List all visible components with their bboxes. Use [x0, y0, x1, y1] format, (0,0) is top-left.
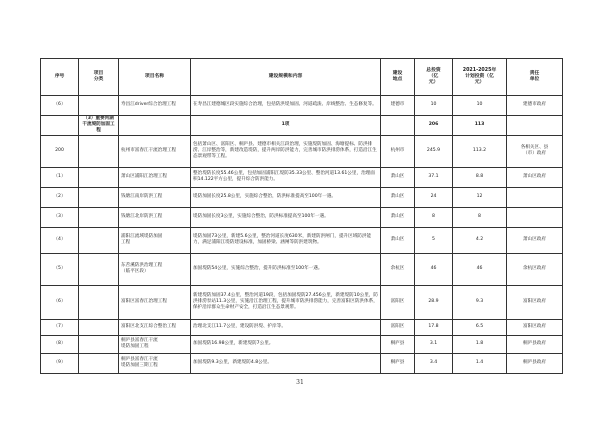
cell-name: 桐庐县富春江干流 堤防加固工程 — [119, 335, 191, 353]
cell-content: 堤防加固长度3公里，实施综合整治，防洪标准提高至100年一遇。 — [191, 207, 381, 227]
cell-plan: 46 — [453, 253, 507, 285]
cell-total: 17.8 — [415, 319, 453, 335]
cell-unit: 富阳区政府 — [507, 285, 563, 319]
cell-unit: 余杭区政府 — [507, 253, 563, 285]
col-header-no: 序号 — [41, 59, 79, 96]
table-row — [41, 187, 563, 207]
table-row — [41, 319, 563, 335]
cell-unit: 萧山区政府 — [507, 227, 563, 253]
cell-location — [381, 116, 415, 136]
table-row — [41, 335, 563, 353]
cell-plan: 4.2 — [453, 227, 507, 253]
project-table — [40, 58, 563, 374]
table-row — [41, 116, 563, 136]
cell-total: 3.1 — [415, 335, 453, 353]
cell-plan: 113 — [453, 116, 507, 136]
cell-content: 治理北支江11.7公里，建设防洪堤、护岸等。 — [191, 319, 381, 335]
cell-location: 萧山区 — [381, 227, 415, 253]
cell-plan: 1.4 — [453, 353, 507, 373]
table-row — [41, 207, 563, 227]
table-header-row — [41, 59, 563, 96]
cell-plan: 8 — [453, 207, 507, 227]
cell-no: （2） — [41, 187, 79, 207]
table-row — [41, 353, 563, 373]
cell-unit: 富阳区政府 — [507, 319, 563, 335]
cell-plan: 12 — [453, 187, 507, 207]
cell-content: 在寿昌江建德城区段实施综合治理，包括防洪堤加固、河道疏浚、岸线整治、生态修复等。 — [191, 96, 381, 116]
cell-category — [79, 167, 119, 187]
cell-name: 杭州市富春江干流治理工程 — [119, 135, 191, 167]
cell-category — [79, 353, 119, 373]
cell-category — [79, 135, 119, 167]
cell-no: （9） — [41, 353, 79, 373]
cell-location: 萧山区 — [381, 167, 415, 187]
cell-unit: 桐庐县政府 — [507, 335, 563, 353]
cell-name: 寿昌江driver综合治理工程 — [119, 96, 191, 116]
cell-content: 新建堤防加固37.4公里，整治河道19段，包括加固堤防27.456公里，新建堤防10公里，防洪排涝泵站11.3公里，实施沿江治理工程，提升城市防洪排涝能力，完善富阳区防洪体系，保护沿岸群众生命财产安全，打造沿江生态景观带。 — [191, 285, 381, 319]
col-header-name: 项目名称 — [119, 59, 191, 96]
cell-no: （6） — [41, 96, 79, 116]
cell-no: （5） — [41, 253, 79, 285]
col-header-category: 项目 分类 — [79, 59, 119, 96]
cell-category — [79, 207, 119, 227]
cell-category — [79, 319, 119, 335]
table-row — [41, 96, 563, 116]
cell-category — [79, 253, 119, 285]
cell-total: 245.9 — [415, 135, 453, 167]
cell-total: 8 — [415, 207, 453, 227]
cell-name: 萧山区浦阳江治理工程 — [119, 167, 191, 187]
cell-unit — [507, 116, 563, 136]
col-header-content: 建设规模和内容 — [191, 59, 381, 96]
cell-location: 建德市 — [381, 96, 415, 116]
cell-unit: 桐庐县政府 — [507, 353, 563, 373]
cell-unit: 萧山区政府 — [507, 167, 563, 187]
cell-content: 堤防加固73公里，新建5.6公里，整治河道长度630米，新建防洪闸门，提升区域防洪能力，满足浦阳江堤防建设标准，加固桥梁、涵闸等防洪建筑物。 — [191, 227, 381, 253]
cell-location: 富阳区 — [381, 319, 415, 335]
cell-content: 1项 — [191, 116, 381, 136]
cell-location: 萧山区 — [381, 207, 415, 227]
cell-no: （6） — [41, 285, 79, 319]
table-row — [41, 167, 563, 187]
table-body — [41, 96, 563, 374]
cell-total: 5 — [415, 227, 453, 253]
cell-plan: 10 — [453, 96, 507, 116]
cell-no: （8） — [41, 335, 79, 353]
cell-location: 余杭区 — [381, 253, 415, 285]
cell-unit: 各相关区、县 （市）政府 — [507, 135, 563, 167]
cell-name: 浦阳江流域堤防加固 工程 — [119, 227, 191, 253]
cell-total: 10 — [415, 96, 453, 116]
col-header-location: 建设 地点 — [381, 59, 415, 96]
cell-content: 加固堤防54公里，实施综合整治，提升防洪标准至100年一遇。 — [191, 253, 381, 285]
cell-content: 整治堤防长度55.46公里，包括加固浦阳江堤防35.33公里、整治河道13.61公里，治理面积14.122平方公里，提升综合防洪能力。 — [191, 167, 381, 187]
cell-total: 37.1 — [415, 167, 453, 187]
cell-total: 3.4 — [415, 353, 453, 373]
cell-plan: 9.3 — [453, 285, 507, 319]
col-header-unit: 责任 单位 — [507, 59, 563, 96]
cell-location: 富阳区 — [381, 285, 415, 319]
cell-no: （1） — [41, 167, 79, 187]
cell-category: （3）重要河湖 干流堤防加固工程 — [79, 116, 119, 136]
cell-category — [79, 227, 119, 253]
cell-total: 24 — [415, 187, 453, 207]
cell-plan: 113.2 — [453, 135, 507, 167]
cell-content: 加固堤防16.98公里，新建堤防7公里。 — [191, 335, 381, 353]
cell-plan: 1.8 — [453, 335, 507, 353]
cell-name: 富阳区北支江综合整治工程 — [119, 319, 191, 335]
cell-category — [79, 187, 119, 207]
cell-name — [119, 116, 191, 136]
cell-total: 46 — [415, 253, 453, 285]
cell-name: 东苕溪防洪治理工程 （临平区段） — [119, 253, 191, 285]
cell-total: 28.9 — [415, 285, 453, 319]
cell-location: 桐庐县 — [381, 353, 415, 373]
col-header-plan: 2021-2025年 计划投资（亿 元） — [453, 59, 507, 96]
cell-content: 堤防加固长度25.8公里，实施综合整治，防洪标准提高至100年一遇。 — [191, 187, 381, 207]
cell-no: 200 — [41, 135, 79, 167]
cell-location: 杭州市 — [381, 135, 415, 167]
table-row — [41, 285, 563, 319]
cell-no — [41, 116, 79, 136]
table-row — [41, 253, 563, 285]
col-header-total: 总投资 （亿 元） — [415, 59, 453, 96]
cell-unit — [507, 187, 563, 207]
cell-category — [79, 335, 119, 353]
cell-no: （3） — [41, 207, 79, 227]
cell-category — [79, 285, 119, 319]
page-number: 31 — [296, 379, 304, 386]
table-row — [41, 227, 563, 253]
cell-no: （4） — [41, 227, 79, 253]
cell-category — [79, 96, 119, 116]
cell-total: 206 — [415, 116, 453, 136]
cell-name: 桐庐县富春江干流 堤防加固三期工程 — [119, 353, 191, 373]
cell-plan: 6.5 — [453, 319, 507, 335]
cell-location: 桐庐县 — [381, 335, 415, 353]
cell-location: 萧山区 — [381, 187, 415, 207]
cell-plan: 8.8 — [453, 167, 507, 187]
table-row — [41, 135, 563, 167]
cell-no: （7） — [41, 319, 79, 335]
cell-name: 钱塘江北岸防洪工程 — [119, 207, 191, 227]
cell-unit — [507, 207, 563, 227]
cell-content: 加固堤防9.3公里，新建堤防4.8公里。 — [191, 353, 381, 373]
cell-content: 包括萧山区、富阳区、桐庐县、建德市相关江段治理，实施堤防加固、海塘提标、防洪排涝、江岸整治等，新建改造堤防，提升两岸防洪能力，完善城市防洪排涝体系，打造沿江生态景观带等工程。 — [191, 135, 381, 167]
cell-unit: 建德市政府 — [507, 96, 563, 116]
cell-name: 钱塘江南岸防洪工程 — [119, 187, 191, 207]
cell-name: 富阳区富春江治理工程 — [119, 285, 191, 319]
